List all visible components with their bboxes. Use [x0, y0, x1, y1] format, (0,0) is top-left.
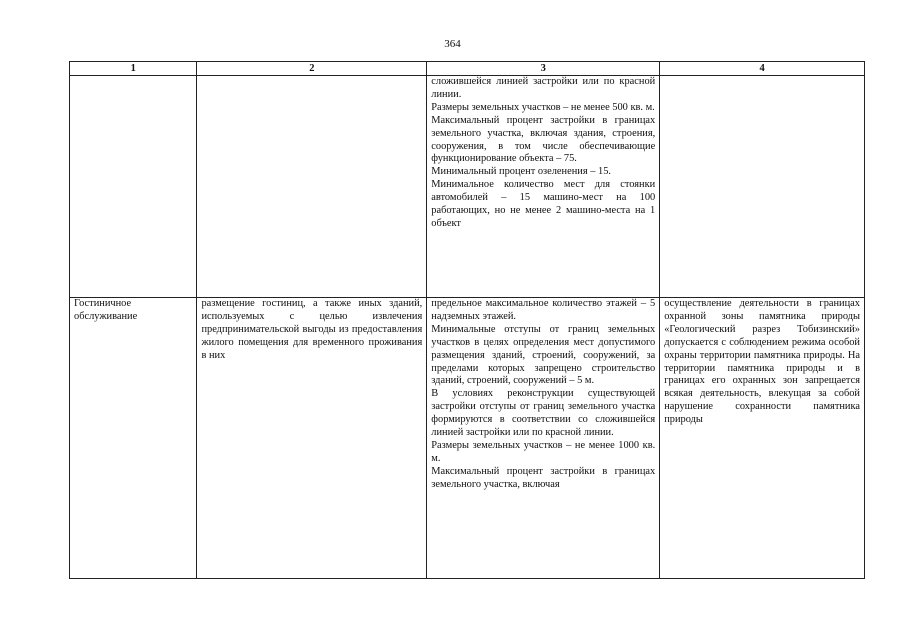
zoning-table [69, 61, 865, 579]
row1-col2 [197, 76, 427, 298]
cell-paragraph: Размеры земельных участков – не менее 500 кв. м. [431, 101, 655, 113]
cell-paragraph: Минимальные отступы от границ земельных участков в целях определения мест допустимого размещения зданий, строений, сооружений, за пределами которых запрещено строительство зданий, строений, сооружений – 5 м. [431, 323, 656, 387]
cell-paragraph: Максимальный процент застройки в границах земельного участка, включая [431, 465, 656, 490]
page-number: 364 [444, 38, 461, 50]
header-col-3: 3 [427, 62, 660, 76]
cell-paragraph: сложившейся линией застройки или по красной линии. [431, 76, 656, 100]
header-col-2: 2 [197, 62, 427, 76]
header-col-4: 4 [660, 62, 865, 76]
cell-paragraph: Минимальное количество мест для стоянки автомобилей – 15 машино-мест на 100 работающих, но не менее 2 машино-места на 1 объект [431, 179, 656, 229]
table-header-row [70, 62, 865, 76]
cell-paragraph: Минимальный процент озеленения – 15. [431, 166, 612, 178]
table-row [70, 298, 865, 579]
header-col-1: 1 [70, 62, 197, 76]
cell-paragraph: Размеры земельных участков – не менее 1000 кв. м. [431, 439, 656, 464]
table-row [70, 76, 865, 298]
row2-col3 [427, 298, 660, 579]
row1-col3 [427, 76, 660, 298]
cell-paragraph: осуществление деятельности в границах охранной зоны памятника природы «Геологический разрез Тобизинский» допускается с соблюдением режима особой охраны территории памятника природы. На территории памятника природы и в границах его охранных зон запрещается всякая деятельность, влекущая за собой нарушение сохранности памятника природы [664, 298, 860, 426]
cell-paragraph: Максимальный процент застройки в границах земельного участка, включая здания, строения, сооружения, в том числе обеспечивающие функционирование объекта – 75. [431, 114, 656, 165]
cell-paragraph: размещение гостиниц, а также иных зданий, используемых с целью извлечения предпринимательской выгоды из предоставления жилого помещения для временного проживания в них [201, 298, 423, 361]
cell-paragraph: предельное максимальное количество этажей – 5 надземных этажей. [431, 298, 656, 322]
row1-col4 [660, 76, 865, 298]
row2-col2 [197, 298, 427, 579]
row2-col4 [660, 298, 865, 579]
row2-col1 [70, 298, 197, 579]
cell-paragraph: Гостиничное обслуживание [74, 298, 138, 322]
cell-paragraph: В условиях реконструкции существующей застройки отступы от границ земельного участка формируются в соответствии со сложившейся линией застройки или по красной линии. [431, 388, 656, 439]
row1-col1 [70, 76, 197, 298]
